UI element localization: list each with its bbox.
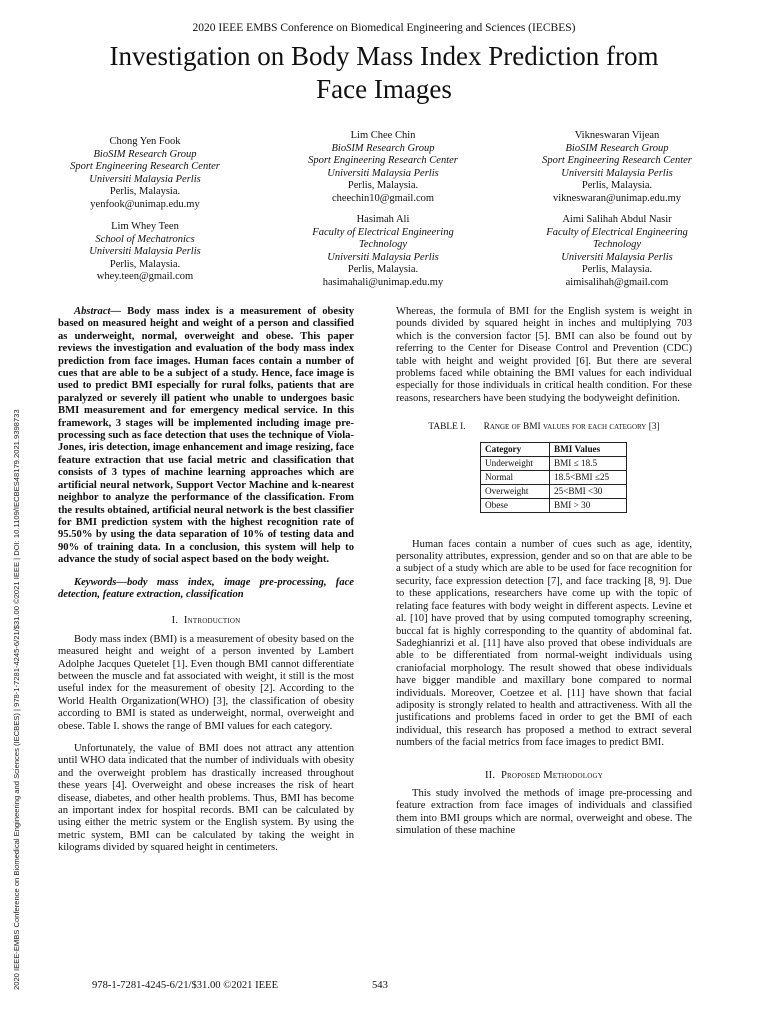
author-org: Technology [592,239,642,251]
author-location: Perlis, Malaysia. [347,264,419,276]
author-org: Sport Engineering Research Center [542,155,692,167]
author-org: Faculty of Electrical Engineering [312,226,454,238]
author-org: BioSIM Research Group [565,142,669,154]
paragraph: This study involved the methods of image pre-processing and feature extraction from face images of individuals and classified them into BMI groups which are normal, overweight and obese. The simulation of these machine [396,787,692,837]
section-title: Proposed Methodology [500,769,604,781]
table-header-cell: Category [481,442,550,456]
bmi-range-table [480,442,627,513]
author-email: hasimahali@unimap.edu.my [322,276,444,288]
author-university: Universiti Malaysia Perlis [89,246,201,258]
table-caption [396,421,692,433]
abstract [58,306,354,567]
author-name: Vikneswaran Vijean [574,130,660,141]
table-cell: BMI ≤ 18.5 [550,456,627,470]
table-row [481,498,627,512]
table-row [481,484,627,498]
author-email: vikneswaran@unimap.edu.my [552,192,682,204]
author-name: Lim Whey Teen [111,221,179,232]
author-university: Universiti Malaysia Perlis [327,167,439,179]
author-org: Faculty of Electrical Engineering [546,226,688,238]
author-email: yenfook@unimap.edu.my [90,198,200,210]
table-row [481,456,627,470]
paragraph: Whereas, the formula of BMI for the English system is weight in pounds divided by squared height in inches and multiplying 703 which is the conversion factor [5]. BMI can also be found out by referring to the Center for Disease Control and Prevention (CDC) table with height and weight provided [6]. But there are several problems faced while obtaining the BMI values for each individual especially for those individuals in critical health condition. For these reasons, researchers have been studying the bodyweight definition. [396,306,692,404]
left-column [58,306,354,855]
author-block [512,130,722,206]
author-location: Perlis, Malaysia. [347,180,419,192]
table-cell: 18.5<BMI ≤25 [550,470,627,484]
table-row [481,470,627,484]
title-line-1: Investigation on Body Mass Index Prediction from [109,41,659,71]
section-title: Introduction [183,615,241,627]
author-location: Perlis, Malaysia. [581,264,653,276]
author-university: Universiti Malaysia Perlis [561,251,673,263]
paragraph: Human faces contain a number of cues such as age, identity, personality attributes, expression, gender and so on that are able to be a subject of a study which are able to be used for face recognition for security, face expression detection [7], and face tracking [8, 9]. Due to these applications, researchers have come up with the topic of relating face features with body weight in different aspects. Levine et al. [10] have proved that by using computed tomography screening, buccal fat is highly corresponding to the quantity of abdominal fat. Sadeghianrizi et al. [11] have also proved that obese individuals are able to be differentiated from normal-weight individuals using craniofacial morphology. The result showed that obese individuals have bigger mandible and maxillary bone compared to normal individuals. Moreover, Coetzee et al. [11] have shown that facial adiposity is strongly related to health and attractiveness. With all the justifications and problems faced in order to get the BMI of each individual, this research has proposed a method to extract several numbers of the facial metrics from face images to predict BMI. [396,538,692,749]
abstract-label: Abstract— [74,306,122,317]
table-cell: 25<BMI <30 [550,484,627,498]
abstract-text: Body mass index is a measurement of obesity based on measured height and weight of a person and classified as underweight, normal, overweight and obese. This paper reviews the investigation and evaluation of the body mass index prediction from face images. Human faces contain a number of cues that are able to be a subject of a study. Hence, face image is used to predict BMI especially for rural folks, patients that are paralyzed or severely ill patient who unable to undergoes basic BMI measurement and for emergency medical service. In this framework, 3 stages will be implemented including image pre-processing such as face detection that uses the technique of Viola-Jones, iris detection, image enhancement and image resizing, face feature extraction that use facial metric and classification that consists of 3 types of machine learning approaches which are artificial neural network, Support Vector Machine and k-nearest neighbor to analyze the performance of the classification. From the results obtained, artificial neural network is the best classifier for BMI prediction system with the highest recognition rate of 95.50% by using the data separation of 10% of testing data and 90% of training data. In a conclusion, this system will help to advance the study of social aspect based on the body weight. [58,306,354,566]
author-email: cheechin10@gmail.com [331,192,435,204]
author-name: Aimi Salihah Abdul Nasir [562,214,672,225]
author-org: Technology [358,239,408,251]
author-email: whey.teen@gmail.com [96,271,194,283]
author-org: Sport Engineering Research Center [70,161,220,173]
table-cell: Obese [481,498,550,512]
table-label: TABLE I. [428,422,466,433]
author-org: Sport Engineering Research Center [308,155,458,167]
paragraph: Unfortunately, the value of BMI does not attract any attention until WHO data indicated that the number of individuals with obesity and the overweight problem has drastically increased throughout these years [4]. Overweight and obese increases the risk of heart disease, diabetes, and other health problems. Thus, BMI has become an important index for hospital records. BMI can be calculated by using either the metric system or the English system. By using the metric system, BMI can be calculated by taking the weight in kilograms divided by squared height in centimeters. [58,743,354,854]
author-location: Perlis, Malaysia. [109,258,181,270]
section-number: I. [171,615,179,627]
footer-isbn: 978-1-7281-4245-6/21/$31.00 ©2021 IEEE [92,980,279,991]
table-header-row [481,442,627,456]
author-org: BioSIM Research Group [93,148,197,160]
author-location: Perlis, Malaysia. [581,180,653,192]
section-number: II. [484,769,496,781]
author-org: BioSIM Research Group [331,142,435,154]
right-column [396,306,692,838]
author-block [278,130,488,206]
author-email: aimisalihah@gmail.com [565,276,669,288]
author-org: School of Mechatronics [95,233,195,245]
author-block [40,136,250,212]
author-location: Perlis, Malaysia. [109,186,181,198]
paragraph: Body mass index (BMI) is a measurement of obesity based on the measured height and weight of a person invented by Lambert Adolphe Jacques Quetelet [1]. Even though BMI cannot differentiate between the muscle and fat associated with weight, it still is the most useful index for the measurement of obesity [2]. According to the World Health Organization(WHO) [3], the classification of obesity according to BMI is stated as underweight, normal, overweight and obese. Table I. shows the range of BMI values for each category. [58,633,354,732]
author-name: Hasimah Ali [356,214,410,225]
keywords: Keywords—body mass index, image pre-processing, face detection, feature extraction, classification [58,576,354,600]
paper-title [40,40,728,106]
author-block [512,214,722,290]
doi-sidebar: 2020 IEEE-EMBS Conference on Biomedical Engineering and Sciences (IECBES) | 978-1-7281-4245-6/21/$31.00 ©2021 IEEE | DOI: 10.1109/IECBES48179.2021.9398733 [12,409,21,990]
table-header-cell: BMI Values [550,442,627,456]
table-cell: Normal [481,470,550,484]
section-heading-methodology [396,770,692,782]
author-university: Universiti Malaysia Perlis [89,173,201,185]
page-number: 543 [372,980,388,991]
author-university: Universiti Malaysia Perlis [327,251,439,263]
author-block [40,221,250,284]
conference-header: 2020 IEEE EMBS Conference on Biomedical Engineering and Sciences (IECBES) [192,22,576,34]
section-heading-introduction [58,615,354,627]
table-cell: Overweight [481,484,550,498]
author-block [278,214,488,290]
title-line-2: Face Images [316,74,452,104]
table-title: Range of BMI values for each category [3] [483,422,660,433]
table-cell: BMI > 30 [550,498,627,512]
author-name: Lim Chee Chin [350,130,416,141]
author-university: Universiti Malaysia Perlis [561,167,673,179]
table-cell: Underweight [481,456,550,470]
author-name: Chong Yen Fook [109,136,181,147]
